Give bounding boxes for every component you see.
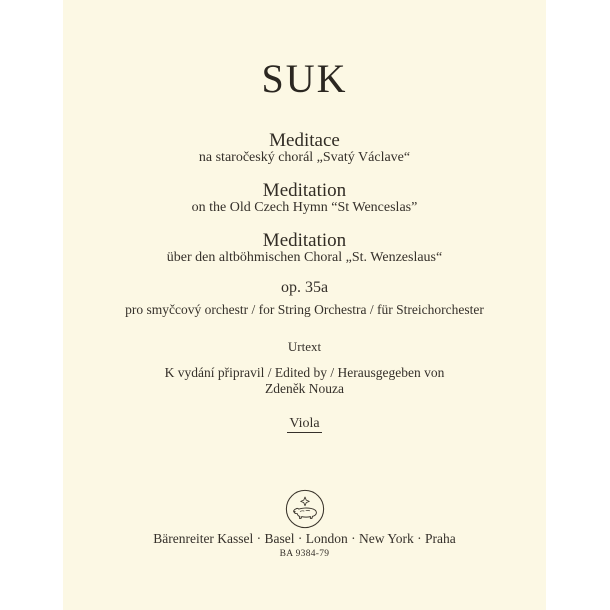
- editor-credit-line: K vydání připravil / Edited by / Herausgegeben von: [164, 365, 445, 380]
- part-name: [63, 416, 546, 433]
- logo-circle: [286, 490, 323, 527]
- scoring-line: pro smyčcový orchestr / for String Orchestra / für Streichorchester: [125, 302, 484, 317]
- opus-number: op. 35a: [280, 279, 329, 296]
- title-german: Meditation: [262, 230, 347, 251]
- subtitle-german: über den altböhmischen Choral „St. Wenzeslaus“: [166, 250, 443, 265]
- editor-name: Zdeněk Nouza: [264, 381, 345, 396]
- subtitle-czech: na staročeský chorál „Svatý Václave“: [198, 150, 411, 165]
- logo-star: [300, 497, 309, 506]
- score-cover-page: [63, 0, 546, 610]
- catalog-number: BA 9384-79: [279, 549, 330, 559]
- logo-bear-fur: [300, 510, 310, 511]
- title-english: Meditation: [262, 180, 347, 201]
- edition-label: Urtext: [287, 339, 322, 354]
- part-name-label: Viola: [287, 416, 321, 433]
- logo-bear: [293, 508, 316, 518]
- title-czech: Meditace: [269, 130, 340, 151]
- subtitle-english: on the Old Czech Hymn “St Wenceslas”: [191, 200, 418, 215]
- barenreiter-bear-logo-icon: [284, 488, 326, 530]
- composer-name: SUK: [261, 56, 348, 101]
- publisher-imprint-line: Bärenreiter Kassel · Basel · London · New York · Praha: [153, 531, 456, 546]
